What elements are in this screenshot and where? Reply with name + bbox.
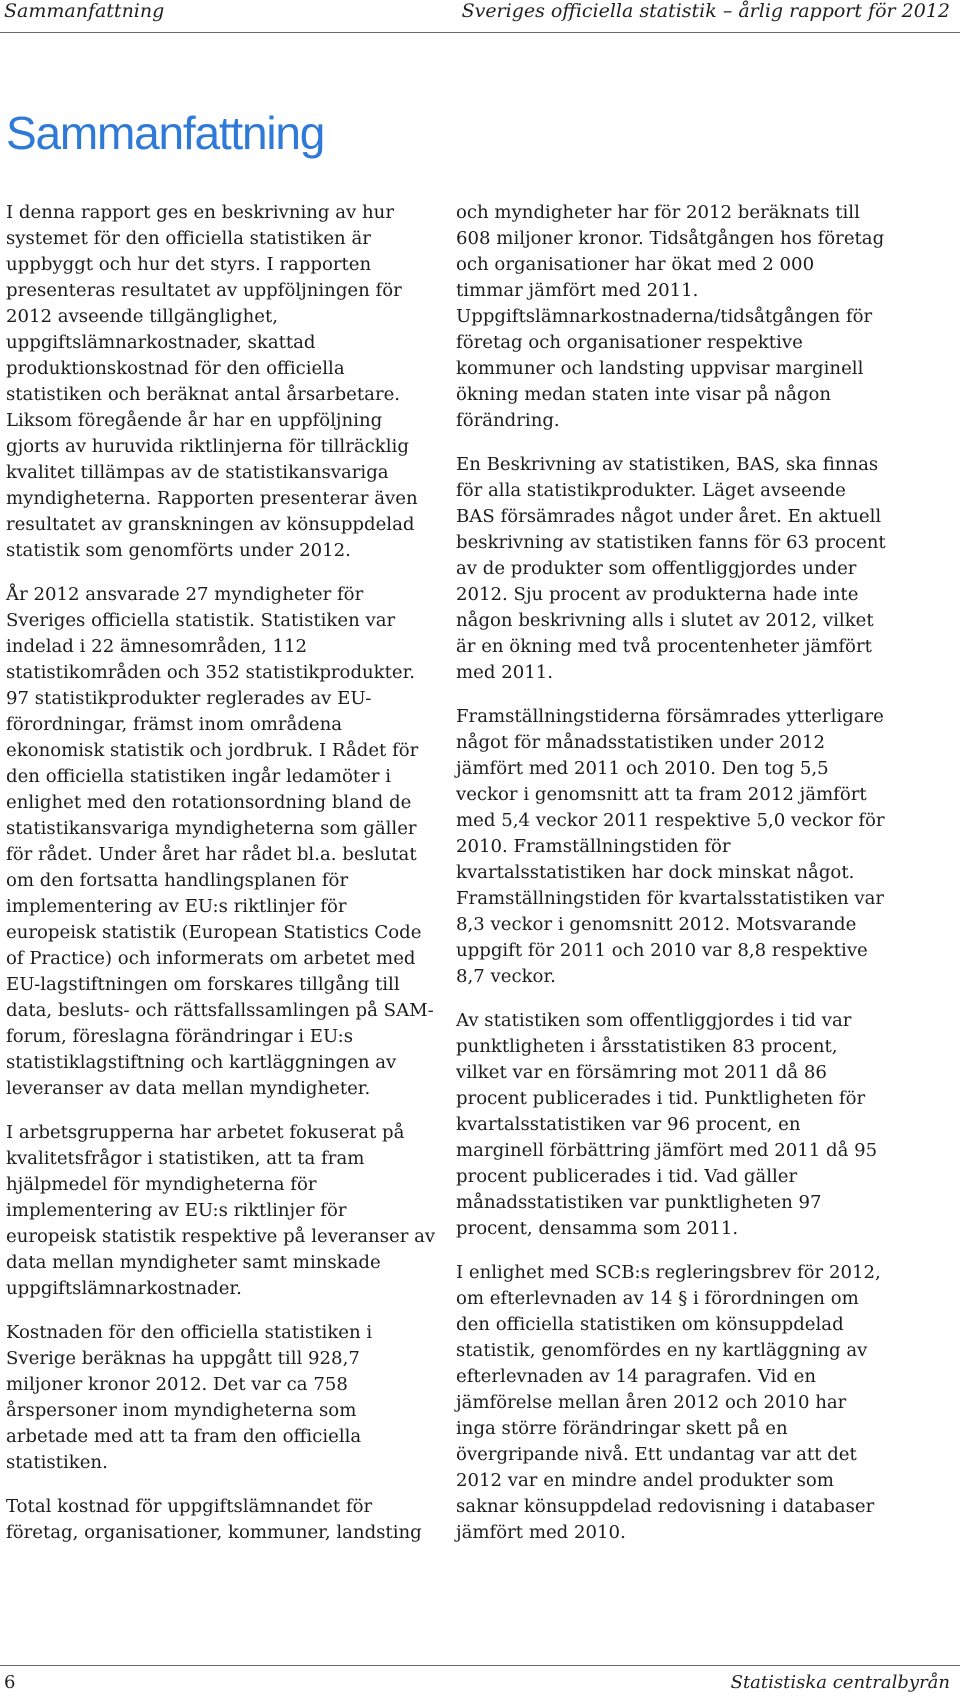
paragraph: Kostnaden för den officiella statistiken i Sverige beräknas ha uppgått till 928,7 miljoner kronor 2012. Det var ca 758 årspersoner inom myndigheterna som arbetade med att ta fram den officiella statistiken. — [6, 1322, 373, 1473]
page-number: 6 — [4, 1672, 16, 1693]
publisher-name: Statistiska centralbyrån — [730, 1672, 950, 1693]
footer-rule — [0, 1665, 960, 1666]
paragraph: I arbetsgrupperna har arbetet fokuserat på kvalitetsfrågor i statistiken, att ta fram hjälpmedel för myndigheterna för implementering av EU:s riktlinjer för europeisk statistik respektive på leveranser av data mellan myndigheter samt minskade uppgiftslämnarkostnader. — [6, 1122, 436, 1299]
header-section-name: Sammanfattning — [4, 0, 165, 22]
paragraph: En Beskrivning av statistiken, BAS, ska finnas för alla statistikprodukter. Läget avseende BAS försämrades något under året. En aktuell beskrivning av statistiken fanns för 63 procent av de produkter som offentliggjordes under 2012. Sju procent av produkterna hade inte någon beskrivning alls i slutet av 2012, vilket är en ökning med två procentenheter jämfört med 2011. — [456, 454, 886, 683]
left-column — [6, 200, 438, 1546]
page-title: Sammanfattning — [6, 107, 325, 159]
paragraph: Av statistiken som offentliggjordes i tid var punktligheten i årsstatistiken 83 procent, vilket var en försämring mot 2011 då 86 procent publicerades i tid. Punktligheten för kvartalsstatistiken var 96 procent, en marginell förbättring jämfört med 2011 då 95 procent publicerades i tid. Vad gäller månadsstatistiken var punktligheten 97 procent, densamma som 2011. — [456, 1010, 878, 1239]
header-rule — [0, 32, 960, 33]
header-report-title: Sveriges officiella statistik – årlig rapport för 2012 — [461, 0, 950, 22]
paragraph: Framställningstiderna försämrades ytterligare något för månadsstatistiken under 2012 jämfört med 2011 och 2010. Den tog 5,5 veckor i genomsnitt att ta fram 2012 jämfört med 5,4 veckor 2011 respektive 5,0 veckor för 2010. Framställningstiden för kvartalsstatistiken har dock minskat något. Framställningstiden för kvartalsstatistiken var 8,3 veckor i genomsnitt 2012. Motsvarande uppgift för 2011 och 2010 var 8,8 respektive 8,7 veckor. — [456, 706, 885, 987]
right-column — [456, 200, 886, 1546]
paragraph: År 2012 ansvarade 27 myndigheter för Sveriges officiella statistik. Statistiken var indelad i 22 ämnesområden, 112 statistikområden och 352 statistikprodukter. 97 statistikprodukter reglerades av EU-förordningar, främst inom områdena ekonomisk statistik och jordbruk. I Rådet för den officiella statistiken ingår ledamöter i enlighet med den rotationsordning bland de statistikansvariga myndigheterna som gäller för rådet. Under året har rådet bl.a. beslutat om den fortsatta handlingsplanen för implementering av EU:s riktlinjer för europeisk statistik (European Statistics Code of Practice) och informerats om arbetet med EU-lagstiftningen om forskares tillgång till data, besluts- och rättsfallssamlingen på SAM-forum, föreslagna förändringar i EU:s statistiklagstiftning och kartläggningen av leveranser av data mellan myndigheter. — [6, 584, 434, 1099]
paragraph: Total kostnad för uppgiftslämnandet för företag, organisationer, kommuner, landsting — [6, 1496, 422, 1543]
paragraph: I enlighet med SCB:s regleringsbrev för 2012, om efterlevnaden av 14 § i förordningen om den officiella statistiken om könsuppdelad statistik, genomfördes en ny kartläggning av efterlevnaden av 14 paragrafen. Vid en jämförelse mellan åren 2012 och 2010 har inga större förändringar skett på en övergripande nivå. Ett undantag var att det 2012 var en mindre andel produkter som saknar könsuppdelad redovisning i databaser jämfört med 2010. — [456, 1262, 881, 1543]
paragraph: I denna rapport ges en beskrivning av hur systemet för den officiella statistiken är uppbyggt och hur det styrs. I rapporten presenteras resultatet av uppföljningen för 2012 avseende tillgänglighet, uppgiftslämnarkostnader, skattad produktionskostnad för den officiella statistiken och beräknat antal årsarbetare. Liksom föregående år har en uppföljning gjorts av huruvida riktlinjerna för tillräcklig kvalitet tillämpas av de statistikansvariga myndigheterna. Rapporten presenterar även resultatet av granskningen av könsuppdelad statistik som genomförts under 2012. — [6, 202, 418, 561]
paragraph: och myndigheter har för 2012 beräknats till 608 miljoner kronor. Tidsåtgången hos företag och organisationer har ökat med 2 000 timmar jämfört med 2011. Uppgiftslämnarkostnaderna/tidsåtgången för företag och organisationer respektive kommuner och landsting uppvisar marginell ökning medan staten inte visar på någon förändring. — [456, 202, 885, 431]
running-header — [0, 0, 960, 30]
